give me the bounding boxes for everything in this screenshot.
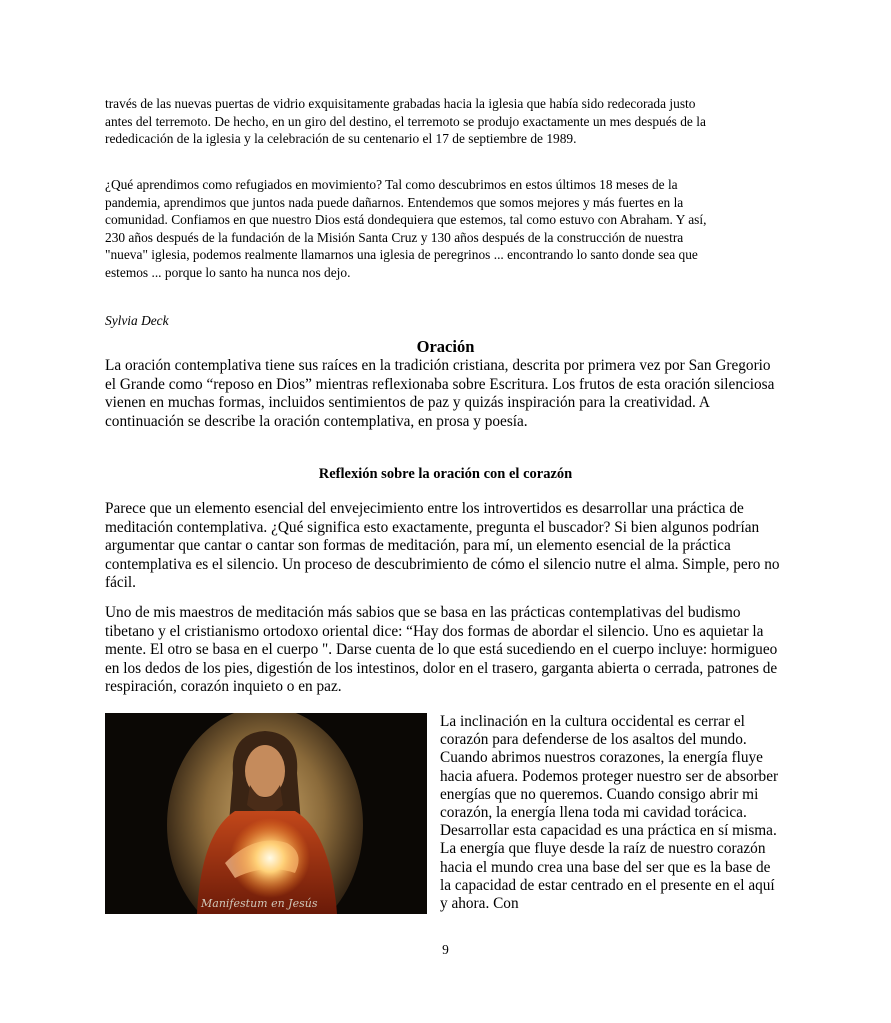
paragraph-earthquake: través de las nuevas puertas de vidrio exquisitamente grabadas hacia la iglesia que había sido redecorada justo antes del terremoto. De hecho, en un giro del destino, el terremoto se produjo exactamente un mes después de la rededicación de la iglesia y la celebración de su centenario el 17 de septiembre de 1989. [105,96,706,146]
page-number: 9 [442,942,449,957]
paragraph-contemplative-prayer: La oración contemplativa tiene sus raíces en la tradición cristiana, descrita por primera vez por San Gregorio el Grande como “reposo en Dios” mientras reflexionaba sobre Escritura. Los frutos de esta oración silenciosa vienen en muchas formas, incluidos sentimientos de paz y quizás inspiración para la creatividad. A continuación se describe la oración contemplativa, en prosa y poesía. [105,357,775,430]
paragraph-heart-energy: La inclinación en la cultura occidental es cerrar el corazón para defenderse de los asaltos del mundo. Cuando abrimos nuestros corazones, la energía fluye hacia afuera. Podemos proteger nuestro ser de absorber energías que no queremos. Cuando consigo abrir mi corazón, la energía llena toda mi cavidad torácica. Desarrollar esta capacidad es una práctica en sí misma. La energía que fluye desde la raíz de nuestro corazón hacia el mundo crea una base del ser que es la base de la capacidad de estar centrado en el presente en el aquí y ahora. Con [440,713,779,913]
paragraph-meditation: Parece que un elemento esencial del envejecimiento entre los introvertidos es desarrollar una práctica de meditación contemplativa. ¿Qué significa esto exactamente, pregunta el buscador? Si bien algunos podrían argumentar que cantar o cantar son formas de meditación, para mí, un elemento esencial de la práctica contemplativa es el silencio. Un proceso de descubrimiento de cómo el silencio nutre el alma. Simple, pero no fácil. [105,500,780,592]
author-signature: Sylvia Deck [105,313,169,328]
painting-caption: Manifestum en Jesús [201,897,318,910]
paragraph-refugees: ¿Qué aprendimos como refugiados en movimiento? Tal como descubrimos en estos últimos 18 meses de la pandemia, aprendimos que juntos nada puede dañarnos. Entendemos que somos mejores y más fuertes en la comunidad. Confiamos en que nuestro Dios está dondequiera que estemos, tal como estuvo con Abraham. Y así, 230 años después de la fundación de la Misión Santa Cruz y 130 años después de la construcción de nuestra "nueva" iglesia, podemos realmente llamarnos una iglesia de peregrinos ... encontrando lo santo donde sea que estemos ... porque lo santo ha nunca nos dejo. [105,177,707,280]
painting-illustration [105,713,427,914]
paragraph-teacher: Uno de mis maestros de meditación más sabios que se basa en las prácticas contemplativas del budismo tibetano y el cristianismo ortodoxo oriental dice: “Hay dos formas de abordar el silencio. Uno es aquietar la mente. El otro se basa en el cuerpo ". Darse cuenta de lo que está sucediendo en el cuerpo incluye: hormigueo en los dedos de los pies, digestión de los intestinos, dolor en el trasero, garganta abierta o cerrada, patrones de respiración, corazón inquieto o en paz. [105,604,778,696]
subsection-title: Reflexión sobre la oración con el corazón [318,466,573,482]
section-title: Oración [416,337,475,356]
sacred-heart-painting [105,713,427,914]
